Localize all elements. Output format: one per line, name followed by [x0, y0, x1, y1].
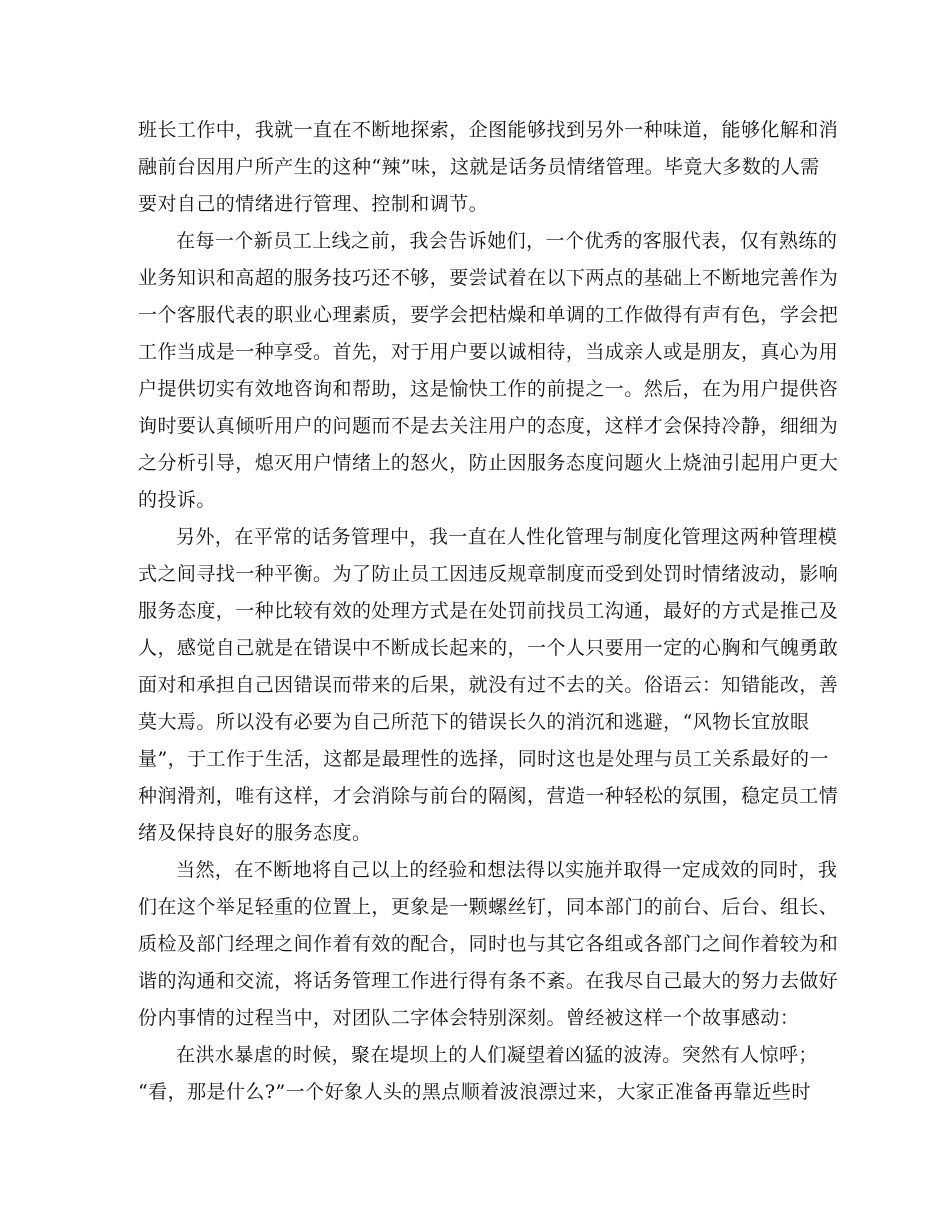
paragraph-line: 询时要认真倾听用户的问题而不是去关注用户的态度，这样才会保持冷静，细细为	[138, 415, 839, 437]
paragraph-line: 莫大焉。所以没有必要为自己所范下的错误长久的消沉和逃避，“风物长宜放眼	[138, 711, 810, 733]
paragraph-line: 式之间寻找一种平衡。为了防止员工因违反规章制度而受到处罚时情绪波动，影响	[138, 563, 839, 585]
paragraph-line: 之分析引导，熄灭用户情绪上的怒火，防止因服务态度问题火上烧油引起用户更大	[138, 452, 839, 474]
paragraph-line: 另外，在平常的话务管理中，我一直在人性化管理与制度化管理这两种管理模	[176, 526, 838, 548]
paragraph-line: 人，感觉自己就是在错误中不断成长起来的，一个人只要用一定的心胸和气魄勇敢	[138, 637, 839, 659]
paragraph-line: 绪及保持良好的服务态度。	[138, 822, 372, 844]
paragraph-line: 班长工作中，我就一直在不断地探索，企图能够找到另外一种味道，能够化解和消	[138, 119, 839, 141]
paragraph-line: 的投诉。	[138, 489, 216, 511]
paragraph-line: 在每一个新员工上线之前，我会告诉她们，一个优秀的客服代表，仅有熟练的	[176, 230, 838, 252]
paragraph-line: 量”，于工作于生活，这都是最理性的选择，同时这也是处理与员工关系最好的一	[138, 748, 829, 770]
paragraph-line: 业务知识和高超的服务技巧还不够，要尝试着在以下两点的基础上不断地完善作为	[138, 267, 839, 289]
paragraph-line: 要对自己的情绪进行管理、控制和调节。	[138, 193, 489, 215]
paragraph-line: 服务态度，一种比较有效的处理方式是在处罚前找员工沟通，最好的方式是推己及	[138, 600, 839, 622]
paragraph-line: 当然，在不断地将自己以上的经验和想法得以实施并取得一定成效的同时，我	[176, 859, 838, 881]
paragraph-line: 质检及部门经理之间作着有效的配合，同时也与其它各组或各部门之间作着较为和	[138, 933, 839, 955]
paragraph-line: 们在这个举足轻重的位置上，更象是一颗螺丝钉，同本部门的前台、后台、组长、	[138, 896, 839, 918]
paragraph-line: 户提供切实有效地咨询和帮助，这是愉快工作的前提之一。然后，在为用户提供咨	[138, 378, 839, 400]
paragraph-line: 种润滑剂，唯有这样，才会消除与前台的隔阂，营造一种轻松的氛围，稳定员工情	[138, 785, 839, 807]
paragraph-line: “看，那是什么?”一个好象人头的黑点顺着波浪漂过来，大家正准备再靠近些时	[138, 1081, 811, 1103]
paragraph-line: 工作当成是一种享受。首先，对于用户要以诚相待，当成亲人或是朋友，真心为用	[138, 341, 839, 363]
paragraph-line: 谐的沟通和交流，将话务管理工作进行得有条不紊。在我尽自己最大的努力去做好	[138, 970, 839, 992]
document-body	[138, 112, 839, 1111]
paragraph-line: 在洪水暴虐的时候，聚在堤坝上的人们凝望着凶猛的波涛。突然有人惊呼；	[176, 1044, 818, 1066]
paragraph-line: 融前台因用户所产生的这种“辣”味，这就是话务员情绪管理。毕竟大多数的人需	[138, 156, 820, 178]
paragraph-line: 面对和承担自己因错误而带来的后果，就没有过不去的关。俗语云：知错能改，善	[138, 674, 839, 696]
paragraph-line: 一个客服代表的职业心理素质，要学会把枯燥和单调的工作做得有声有色，学会把	[138, 304, 839, 326]
paragraph-line: 份内事情的过程当中，对团队二字体会特别深刻。曾经被这样一个故事感动：	[138, 1007, 800, 1029]
